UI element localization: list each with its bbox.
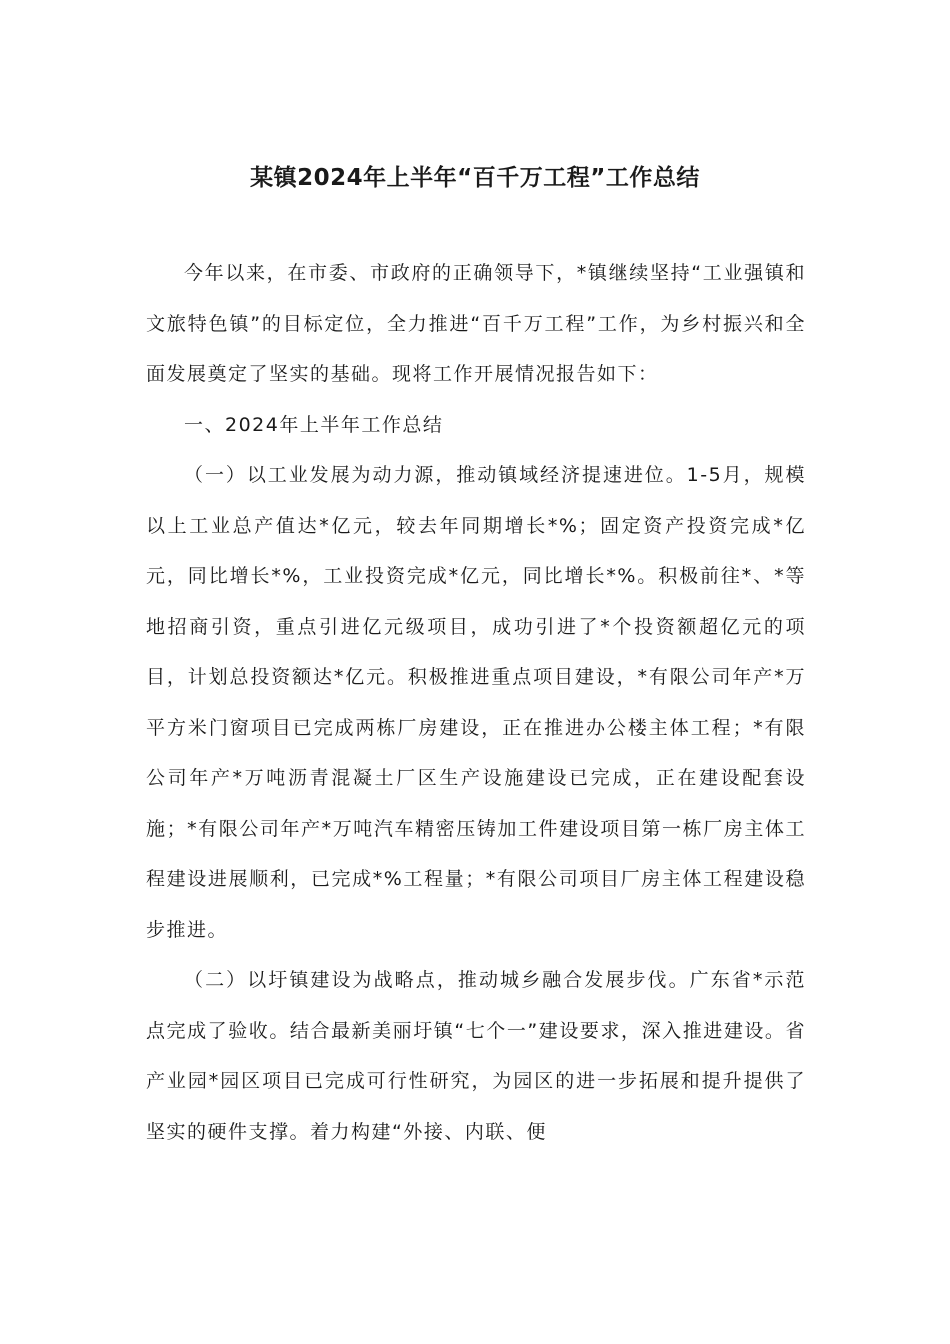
paragraph-industry: （一）以工业发展为动力源，推动镇域经济提速进位。1-5月，规模以上工业总产值达*亿元，较去年同期增长*%；固定资产投资完成*亿元，同比增长*%，工业投资完成*亿元，同比增长*%。积极前往*、*等地招商引资，重点引进亿元级项目，成功引进了*个投资额超亿元的项目，计划总投资额达*亿元。积极推进重点项目建设，*有限公司年产*万平方米门窗项目已完成两栋厂房建设，正在推进办公楼主体工程；*有限公司年产*万吨沥青混凝土厂区生产设施建设已完成，正在建设配套设施；*有限公司年产*万吨汽车精密压铸加工件建设项目第一栋厂房主体工程建设进展顺利，已完成*%工程量；*有限公司项目厂房主体工程建设稳步推进。 — [146, 464, 806, 941]
paragraph-intro: 今年以来，在市委、市政府的正确领导下，*镇继续坚持“工业强镇和文旅特色镇”的目标定位，全力推进“百千万工程”工作，为乡村振兴和全面发展奠定了坚实的基础。现将工作开展情况报告如下： — [146, 262, 806, 385]
paragraph-town-construction: （二）以圩镇建设为战略点，推动城乡融合发展步伐。广东省*示范点完成了验收。结合最新美丽圩镇“七个一”建设要求，深入推进建设。省产业园*园区项目已完成可行性研究，为园区的进一步拓展和提升提供了坚实的硬件支撑。着力构建“外接、内联、便 — [146, 969, 806, 1143]
document-body — [146, 248, 806, 1157]
document-title: 某镇2024年上半年“百千万工程”工作总结 — [250, 165, 700, 191]
section-heading: 一、2024年上半年工作总结 — [184, 413, 444, 436]
